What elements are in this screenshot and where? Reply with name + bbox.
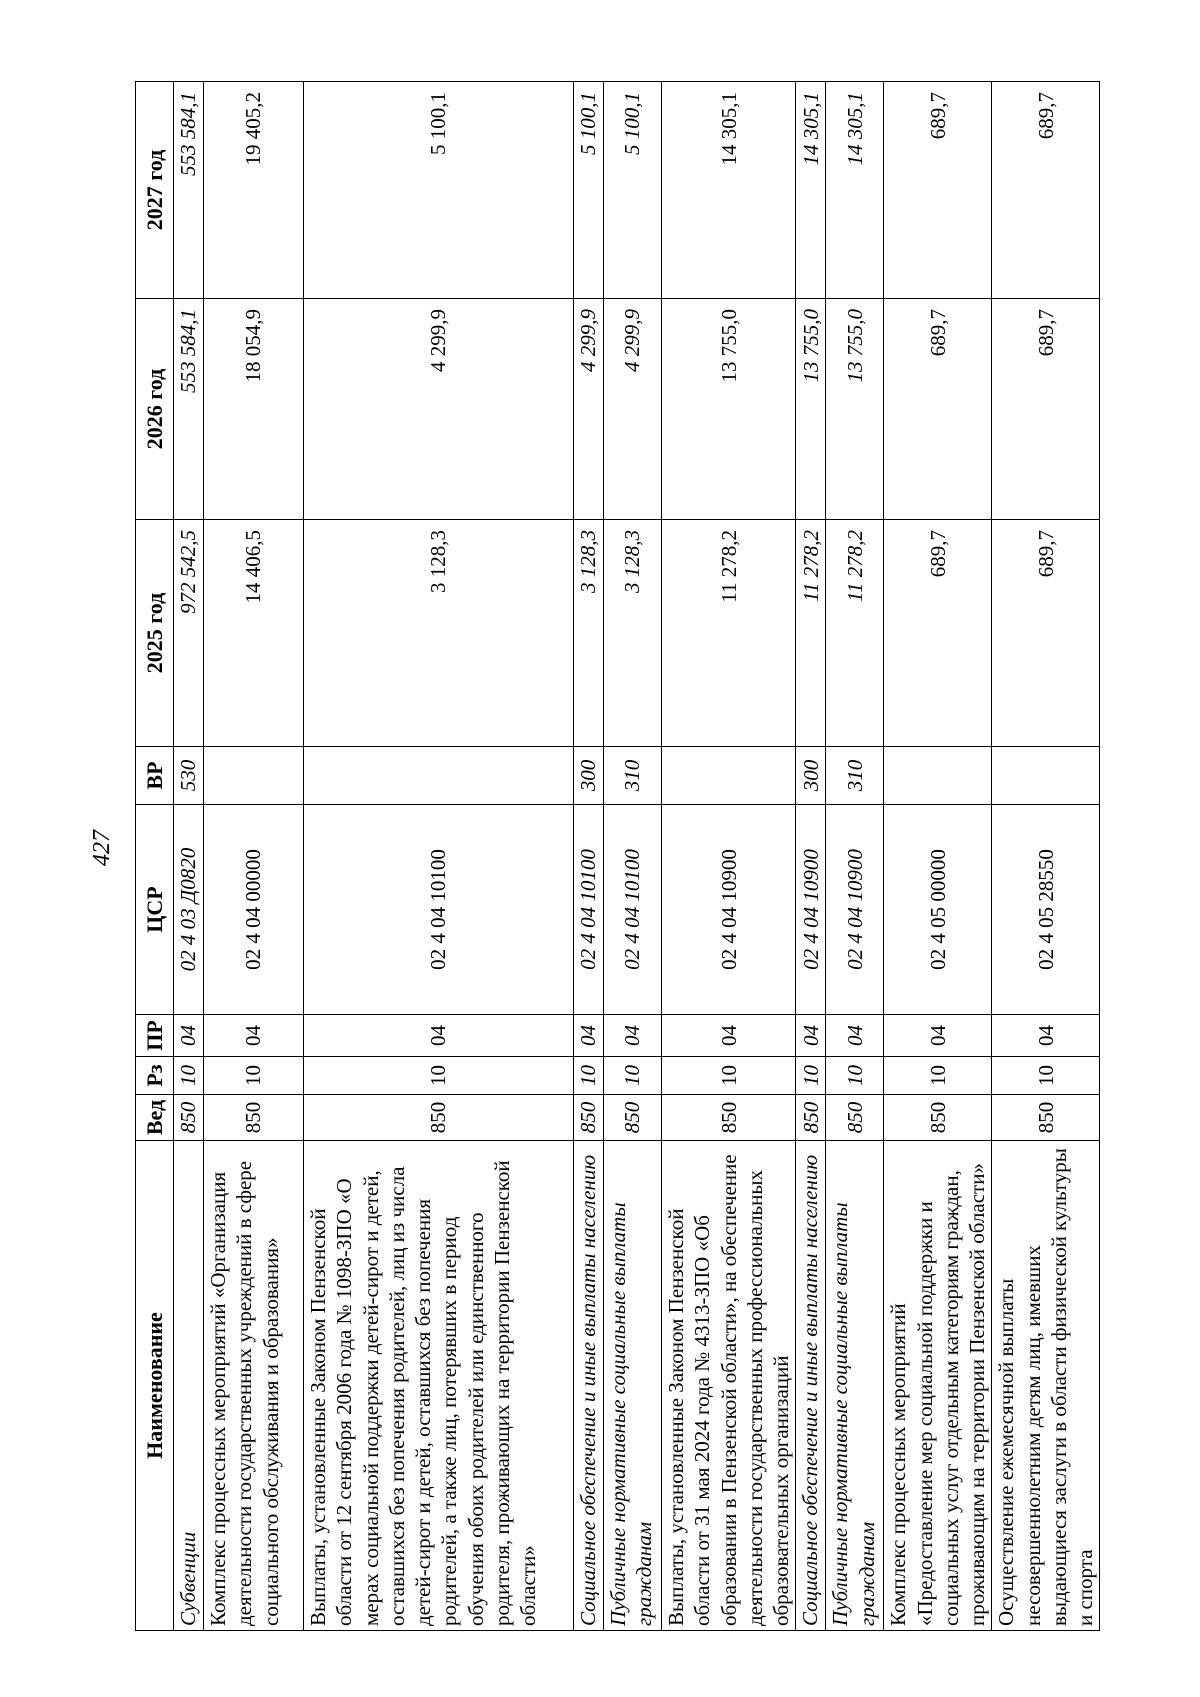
cell-pr: 04 [574,1015,604,1057]
header-ved: Вед [136,1095,174,1141]
cell-2025: 14 406,5 [204,520,304,747]
cell-name: Социальное обеспечение и иные выплаты населению [574,1141,604,1631]
cell-ved: 850 [574,1095,604,1141]
cell-vr [884,747,992,805]
cell-ved: 850 [884,1095,992,1141]
cell-rz: 10 [826,1057,884,1095]
cell-2027: 14 305,1 [796,82,826,299]
cell-vr: 310 [604,747,662,805]
cell-2025: 689,7 [884,520,992,747]
cell-2025: 11 278,2 [826,520,884,747]
cell-rz: 10 [574,1057,604,1095]
table-row [604,82,662,1631]
cell-pr: 04 [992,1015,1100,1057]
header-vr: ВР [136,747,174,805]
cell-ved: 850 [992,1095,1100,1141]
table-row [662,82,796,1631]
cell-name: Выплаты, установленные Законом Пензенской области от 12 сентября 2006 года № 1098-ЗПО «О мерах социальной поддержки детей-сирот и детей, оставшихся без попечения родителей, лиц из числа детей-сирот и детей, оставшихся без попечения родителей, а также лиц, потерявших в период обучения обоих родителей или единственного родителя, проживающих на территории Пензенской области» [304,1141,574,1631]
cell-vr: 300 [796,747,826,805]
table-row [884,82,992,1631]
cell-name: Публичные нормативные социальные выплаты гражданам [826,1141,884,1631]
cell-pr: 04 [174,1015,204,1057]
table-row [796,82,826,1631]
cell-2025: 11 278,2 [662,520,796,747]
cell-ved: 850 [826,1095,884,1141]
cell-2027: 14 305,1 [826,82,884,299]
cell-vr: 300 [574,747,604,805]
cell-ved: 850 [174,1095,204,1141]
header-2025: 2025 год [136,520,174,747]
cell-rz: 10 [604,1057,662,1095]
cell-2025: 972 542,5 [174,520,204,747]
cell-2026: 4 299,9 [304,299,574,520]
cell-csr: 02 4 05 28550 [992,805,1100,1015]
cell-2026: 689,7 [992,299,1100,520]
cell-2026: 13 755,0 [796,299,826,520]
table-row [204,82,304,1631]
cell-2027: 553 584,1 [174,82,204,299]
cell-pr: 04 [826,1015,884,1057]
header-2027: 2027 год [136,82,174,299]
table-row [574,82,604,1631]
cell-2025: 3 128,3 [604,520,662,747]
header-csr: ЦСР [136,805,174,1015]
cell-vr [662,747,796,805]
cell-2027: 5 100,1 [304,82,574,299]
table-row [992,82,1100,1631]
cell-2027: 5 100,1 [574,82,604,299]
header-2026: 2026 год [136,299,174,520]
cell-ved: 850 [796,1095,826,1141]
budget-table [135,81,1100,1631]
page-number: 427 [89,830,115,866]
cell-2027: 689,7 [884,82,992,299]
cell-name: Социальное обеспечение и иные выплаты населению [796,1141,826,1631]
table-row [174,82,204,1631]
cell-2027: 689,7 [992,82,1100,299]
cell-ved: 850 [304,1095,574,1141]
cell-pr: 04 [796,1015,826,1057]
cell-2026: 4 299,9 [574,299,604,520]
cell-csr: 02 4 04 10100 [574,805,604,1015]
cell-rz: 10 [204,1057,304,1095]
cell-2026: 18 054,9 [204,299,304,520]
cell-rz: 10 [662,1057,796,1095]
cell-2026: 13 755,0 [662,299,796,520]
rotated-page-content [135,82,1097,1631]
cell-csr: 02 4 04 10900 [826,805,884,1015]
cell-2027: 19 405,2 [204,82,304,299]
cell-pr: 04 [204,1015,304,1057]
cell-pr: 04 [884,1015,992,1057]
cell-2027: 14 305,1 [662,82,796,299]
header-rz: Рз [136,1057,174,1095]
cell-csr: 02 4 04 10900 [796,805,826,1015]
cell-pr: 04 [662,1015,796,1057]
cell-pr: 04 [304,1015,574,1057]
cell-2026: 553 584,1 [174,299,204,520]
cell-vr [304,747,574,805]
cell-csr: 02 4 04 10100 [304,805,574,1015]
cell-2025: 3 128,3 [304,520,574,747]
cell-ved: 850 [604,1095,662,1141]
cell-csr: 02 4 05 00000 [884,805,992,1015]
cell-csr: 02 4 03 Д0820 [174,805,204,1015]
cell-2025: 689,7 [992,520,1100,747]
cell-name: Комплекс процессных мероприятий «Предоставление мер социальной поддержки и социальных услуг отдельным категориям граждан, проживающим на территории Пензенской области» [884,1141,992,1631]
header-pr: ПР [136,1015,174,1057]
table-header-row [136,82,174,1631]
cell-rz: 10 [796,1057,826,1095]
cell-2025: 11 278,2 [796,520,826,747]
table-row [304,82,574,1631]
cell-2025: 3 128,3 [574,520,604,747]
cell-name: Публичные нормативные социальные выплаты гражданам [604,1141,662,1631]
cell-ved: 850 [204,1095,304,1141]
cell-vr: 530 [174,747,204,805]
cell-rz: 10 [884,1057,992,1095]
cell-name: Комплекс процессных мероприятий «Организация деятельности государственных учреждений в сфере социального обслуживания и образования» [204,1141,304,1631]
cell-name: Субвенции [174,1141,204,1631]
cell-name: Выплаты, установленные Законом Пензенской области от 31 мая 2024 года № 4313-ЗПО «Об образовании в Пензенской области», на обеспечение деятельности государственных профессиональных образовательных организаций [662,1141,796,1631]
cell-csr: 02 4 04 10900 [662,805,796,1015]
header-name: Наименование [136,1141,174,1631]
cell-rz: 10 [304,1057,574,1095]
cell-2026: 13 755,0 [826,299,884,520]
cell-ved: 850 [662,1095,796,1141]
cell-2026: 4 299,9 [604,299,662,520]
cell-csr: 02 4 04 00000 [204,805,304,1015]
table-row [826,82,884,1631]
cell-vr: 310 [826,747,884,805]
cell-2027: 5 100,1 [604,82,662,299]
cell-rz: 10 [174,1057,204,1095]
cell-name: Осуществление ежемесячной выплаты несовершеннолетним детям лиц, имевших выдающиеся заслуги в области физической культуры и спорта [992,1141,1100,1631]
cell-vr [992,747,1100,805]
cell-rz: 10 [992,1057,1100,1095]
cell-2026: 689,7 [884,299,992,520]
cell-vr [204,747,304,805]
cell-pr: 04 [604,1015,662,1057]
cell-csr: 02 4 04 10100 [604,805,662,1015]
